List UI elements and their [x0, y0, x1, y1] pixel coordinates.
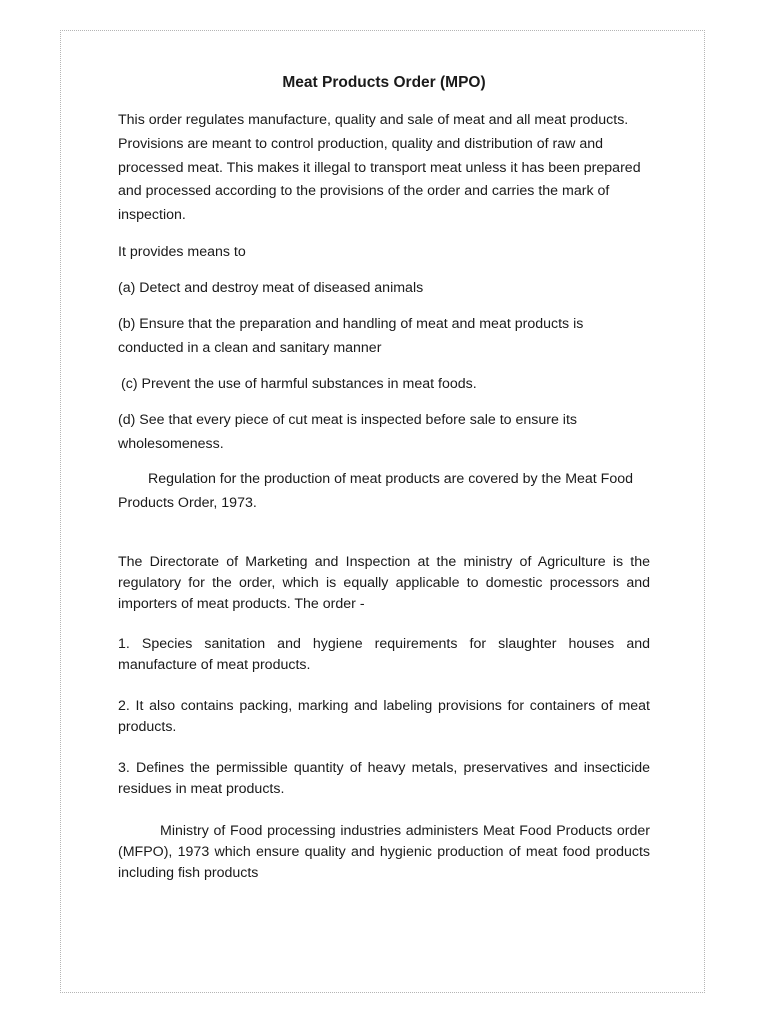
intro-paragraph: This order regulates manufacture, quality and sale of meat and all meat products. Provisions are meant to control production, quality and distribution of raw and processed meat. This makes it illegal to transport meat unless it has been prepared and processed according to the provisions of the order and carries the mark of inspection.: [118, 112, 641, 224]
list-item-2: 2. It also contains packing, marking and labeling provisions for containers of meat products.: [118, 698, 650, 735]
regulation-paragraph: Regulation for the production of meat products are covered by the Meat Food Products Order, 1973.: [118, 471, 634, 511]
directorate-paragraph: The Directorate of Marketing and Inspection at the ministry of Agriculture is the regulatory for the order, which is equally applicable to domestic processors and importers of meat products. The order -: [118, 554, 650, 612]
list-item-1: 1. Species sanitation and hygiene requirements for slaughter houses and manufacture of meat products.: [118, 636, 650, 673]
list-item-3: 3. Defines the permissible quantity of heavy metals, preservatives and insecticide residues in meat products.: [118, 760, 650, 797]
ministry-paragraph: Ministry of Food processing industries administers Meat Food Products order (MFPO), 1973 which ensure quality and hygienic production of meat food products including fish products: [118, 823, 650, 881]
item-b-paragraph: (b) Ensure that the preparation and handling of meat and meat products is conducted in a clean and sanitary manner: [118, 316, 584, 356]
document-title: Meat Products Order (MPO): [282, 74, 486, 91]
item-d-paragraph: (d) See that every piece of cut meat is inspected before sale to ensure its wholesomeness.: [118, 412, 577, 452]
item-c-paragraph: (c) Prevent the use of harmful substances in meat foods.: [121, 376, 477, 392]
provides-means-paragraph: It provides means to: [118, 244, 246, 260]
item-a-paragraph: (a) Detect and destroy meat of diseased animals: [118, 280, 424, 296]
